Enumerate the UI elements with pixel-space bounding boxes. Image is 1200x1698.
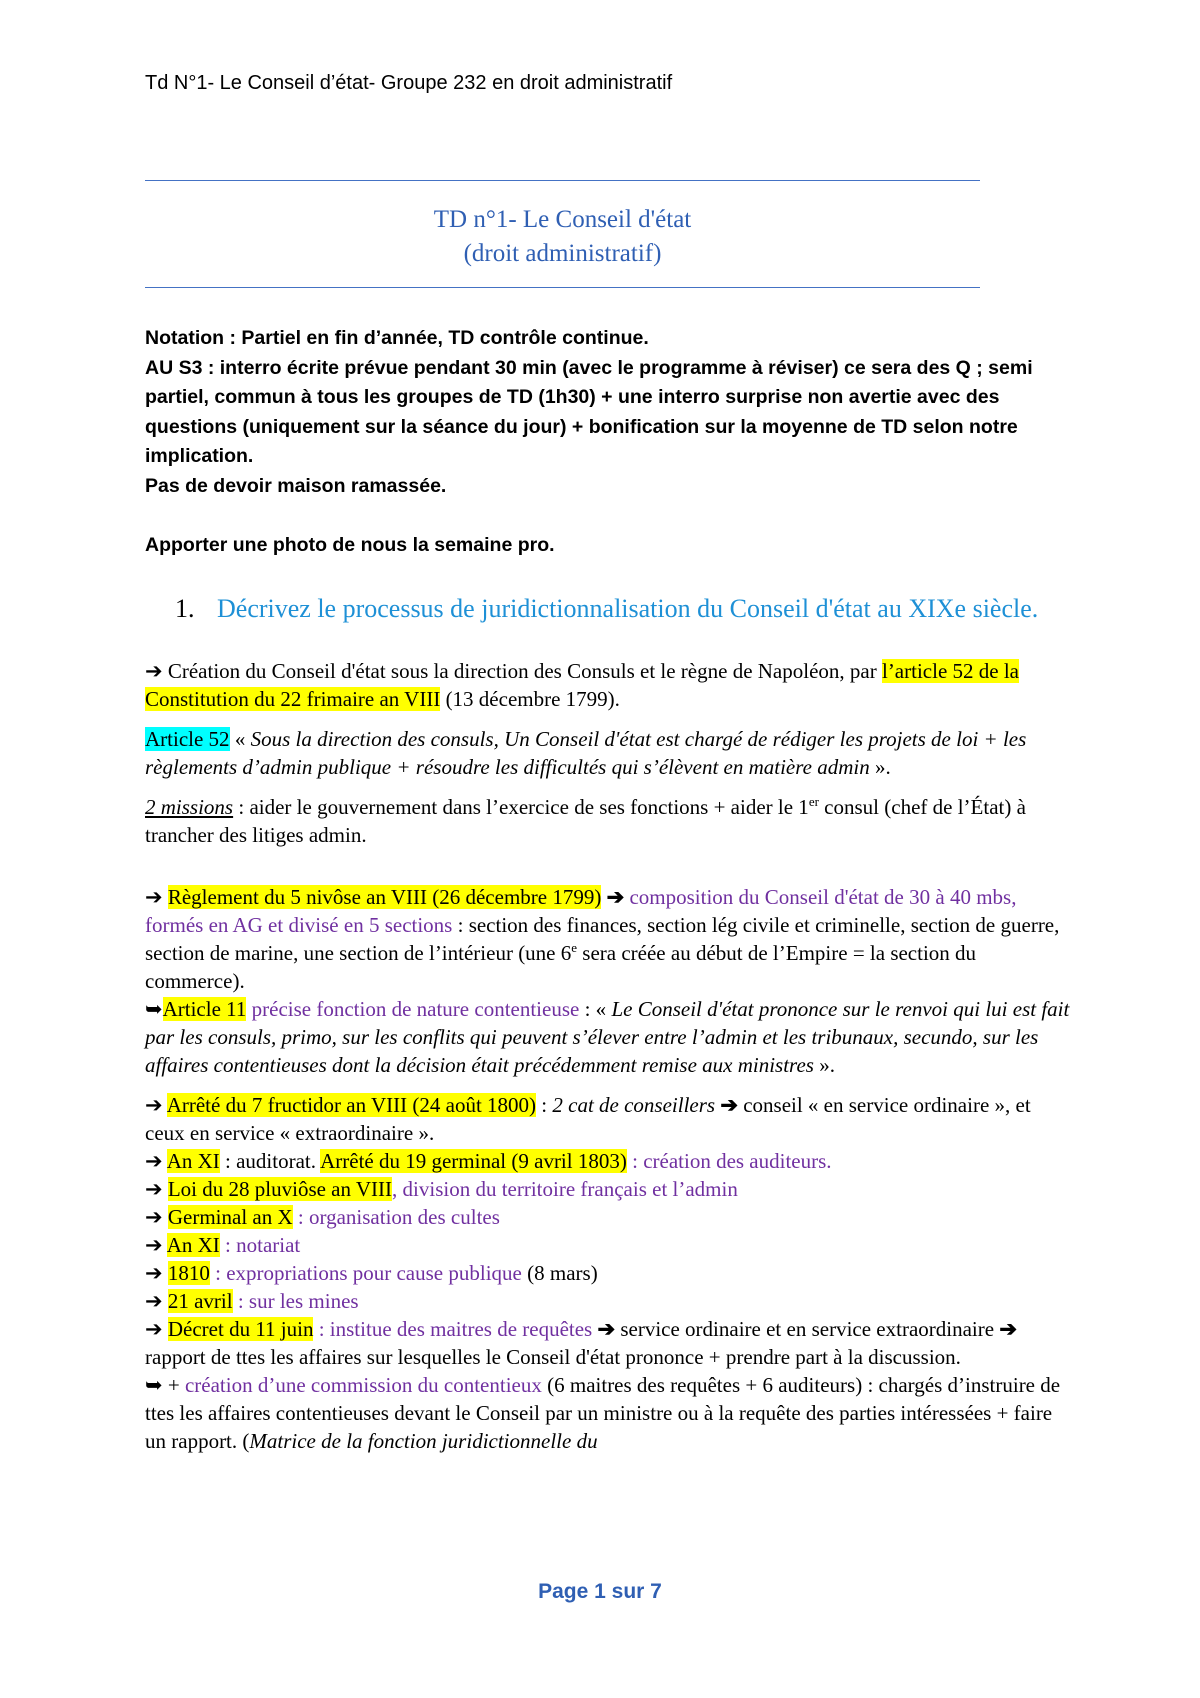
answer-body: [145, 657, 1070, 1455]
list-line: ➔ An XI : auditorat. Arrêté du 19 germinal (9 avril 1803) : création des auditeurs.: [145, 1149, 832, 1173]
title-rule-top: [145, 180, 980, 181]
list-line: ➔ 21 avril : sur les mines: [145, 1289, 359, 1313]
list-line: ➔ Germinal an X : organisation des cultes: [145, 1205, 500, 1229]
quote: Sous la direction des consuls, Un Conseil d'état est chargé de rédiger les projets de loi + les règlements d’admin publique + résoudre les difficultés qui s’élèvent en matière admin: [145, 727, 1027, 779]
running-header: Td N°1- Le Conseil d’état- Groupe 232 en droit administratif: [145, 72, 673, 94]
spacer: [145, 501, 1075, 531]
list-line: ➔ 1810 : expropriations pour cause publique (8 mars): [145, 1261, 598, 1285]
paragraph-reglement: ➔ Règlement du 5 nivôse an VIII (26 décembre 1799) ➔ composition du Conseil d'état de 30 à 40 mbs, formés en AG et divisé en 5 sections : section des finances, section lég civile et criminelle, section de guerre, section de marine, une section de l’intérieur (une 6e sera créée au début de l’Empire = la section du commerce).: [145, 885, 1060, 993]
arrow-icon: ➔: [145, 1093, 163, 1117]
curved-arrow-icon: ➥: [145, 1373, 163, 1397]
underlined-term: 2 missions: [145, 795, 234, 819]
paragraph-article-52: Article 52 « Sous la direction des consuls, Un Conseil d'état est chargé de rédiger les projets de loi + les règlements d’admin publique + résoudre les difficultés qui s’élèvent en matière admin ».: [145, 727, 1027, 779]
highlight: l’article 52 de la Constitution du 22 frimaire an VIII: [145, 659, 1019, 711]
list-line: ➔ Décret du 11 juin : institue des maitres de requêtes ➔ service ordinaire et en service extraordinaire ➔ rapport de ttes les affaires sur lesquelles le Conseil d'état prononce + prendre part à la discussion.: [145, 1317, 1017, 1369]
question-text: Décrivez le processus de juridictionnalisation du Conseil d'état au XIXe siècle.: [217, 594, 1039, 623]
highlight: Article 11: [162, 997, 247, 1021]
arrow-icon: ➔: [145, 1317, 163, 1341]
title-rule-bottom: [145, 287, 980, 288]
intro-notes: [145, 324, 1075, 560]
curved-arrow-icon: ➥: [145, 997, 163, 1021]
intro-line: AU S3 : interro écrite prévue pendant 30 min (avec le programme à réviser) ce sera des Q ; semi partiel, commun à tous les groupes de TD (1h30) + une interro surprise non avertie avec des questions (uniquement sur la séance du jour) + bonification sur la moyenne de TD selon notre implication.: [145, 356, 1033, 467]
arrow-icon: ➔: [145, 1177, 163, 1201]
list-line: ➔ An XI : notariat: [145, 1233, 301, 1257]
document-title: [145, 203, 980, 271]
page-number: Page 1 sur 7: [538, 1580, 662, 1603]
arrow-icon: ➔: [145, 1233, 163, 1257]
arrow-icon: ➔: [999, 1317, 1017, 1341]
arrow-icon: ➔: [145, 659, 163, 683]
intro-line: Notation : Partiel en fin d’année, TD contrôle continue.: [145, 327, 649, 349]
photo-note: Apporter une photo de nous la semaine pro.: [145, 533, 555, 556]
paragraph-arrete-fructidor: ➔ Arrêté du 7 fructidor an VIII (24 août 1800) : 2 cat de conseillers ➔ conseil « en service ordinaire », et ceux en service « extraordinaire ».: [145, 1093, 1031, 1145]
arrow-icon: ➔: [720, 1093, 738, 1117]
list-line: ➔ Loi du 28 pluviôse an VIII, division du territoire français et l’admin: [145, 1177, 738, 1201]
arrow-icon: ➔: [145, 1205, 163, 1229]
arrow-icon: ➔: [145, 1289, 163, 1313]
question-number: 1.: [175, 594, 195, 623]
quote: Le Conseil d'état prononce sur le renvoi qui lui est fait par les consuls, primo, sur les conflits qui peuvent s’élever entre l’admin et les tribunaux, secundo, sur les affaires contentieuses dont la décision était précédemment remise aux ministres: [145, 997, 1070, 1077]
title-line-2: (droit administratif): [463, 240, 662, 267]
question-1-heading: [175, 592, 1055, 625]
intro-line: Pas de devoir maison ramassée.: [145, 474, 447, 497]
arrow-icon: ➔: [597, 1317, 616, 1341]
paragraph-missions: 2 missions : aider le gouvernement dans l’exercice de ses fonctions + aider le 1er consul (chef de l’État) à trancher des litiges admin.: [145, 794, 1026, 847]
paragraph-creation: ➔ Création du Conseil d'état sous la direction des Consuls et le règne de Napoléon, par l’article 52 de la Constitution du 22 frimaire an VIII (13 décembre 1799).: [145, 659, 1019, 711]
arrow-icon: ➔: [145, 1149, 163, 1173]
highlight: Règlement du 5 nivôse an VIII (26 décembre 1799): [167, 885, 602, 909]
arrow-icon: ➔: [145, 885, 163, 909]
paragraph-article-11: ➥Article 11 précise fonction de nature contentieuse : « Le Conseil d'état prononce sur le renvoi qui lui est fait par les consuls, primo, sur les conflits qui peuvent s’élever entre l’admin et les tribunaux, secundo, sur les affaires contentieuses dont la décision était précédemment remise aux ministres ».: [145, 997, 1070, 1077]
arrow-icon: ➔: [145, 1261, 163, 1285]
highlight: Arrêté du 7 fructidor an VIII (24 août 1800): [166, 1093, 537, 1117]
highlight: Article 52: [145, 727, 230, 751]
title-line-1: TD n°1- Le Conseil d'état: [433, 206, 692, 233]
paragraph-commission: ➥ + création d’une commission du contentieux (6 maitres des requêtes + 6 auditeurs) : chargés d’instruire de ttes les affaires contentieuses devant le Conseil par un ministre ou à la requête des parties intéressées + faire un rapport. (Matrice de la fonction juridictionnelle du: [145, 1373, 1061, 1453]
arrow-icon: ➔: [606, 885, 625, 909]
